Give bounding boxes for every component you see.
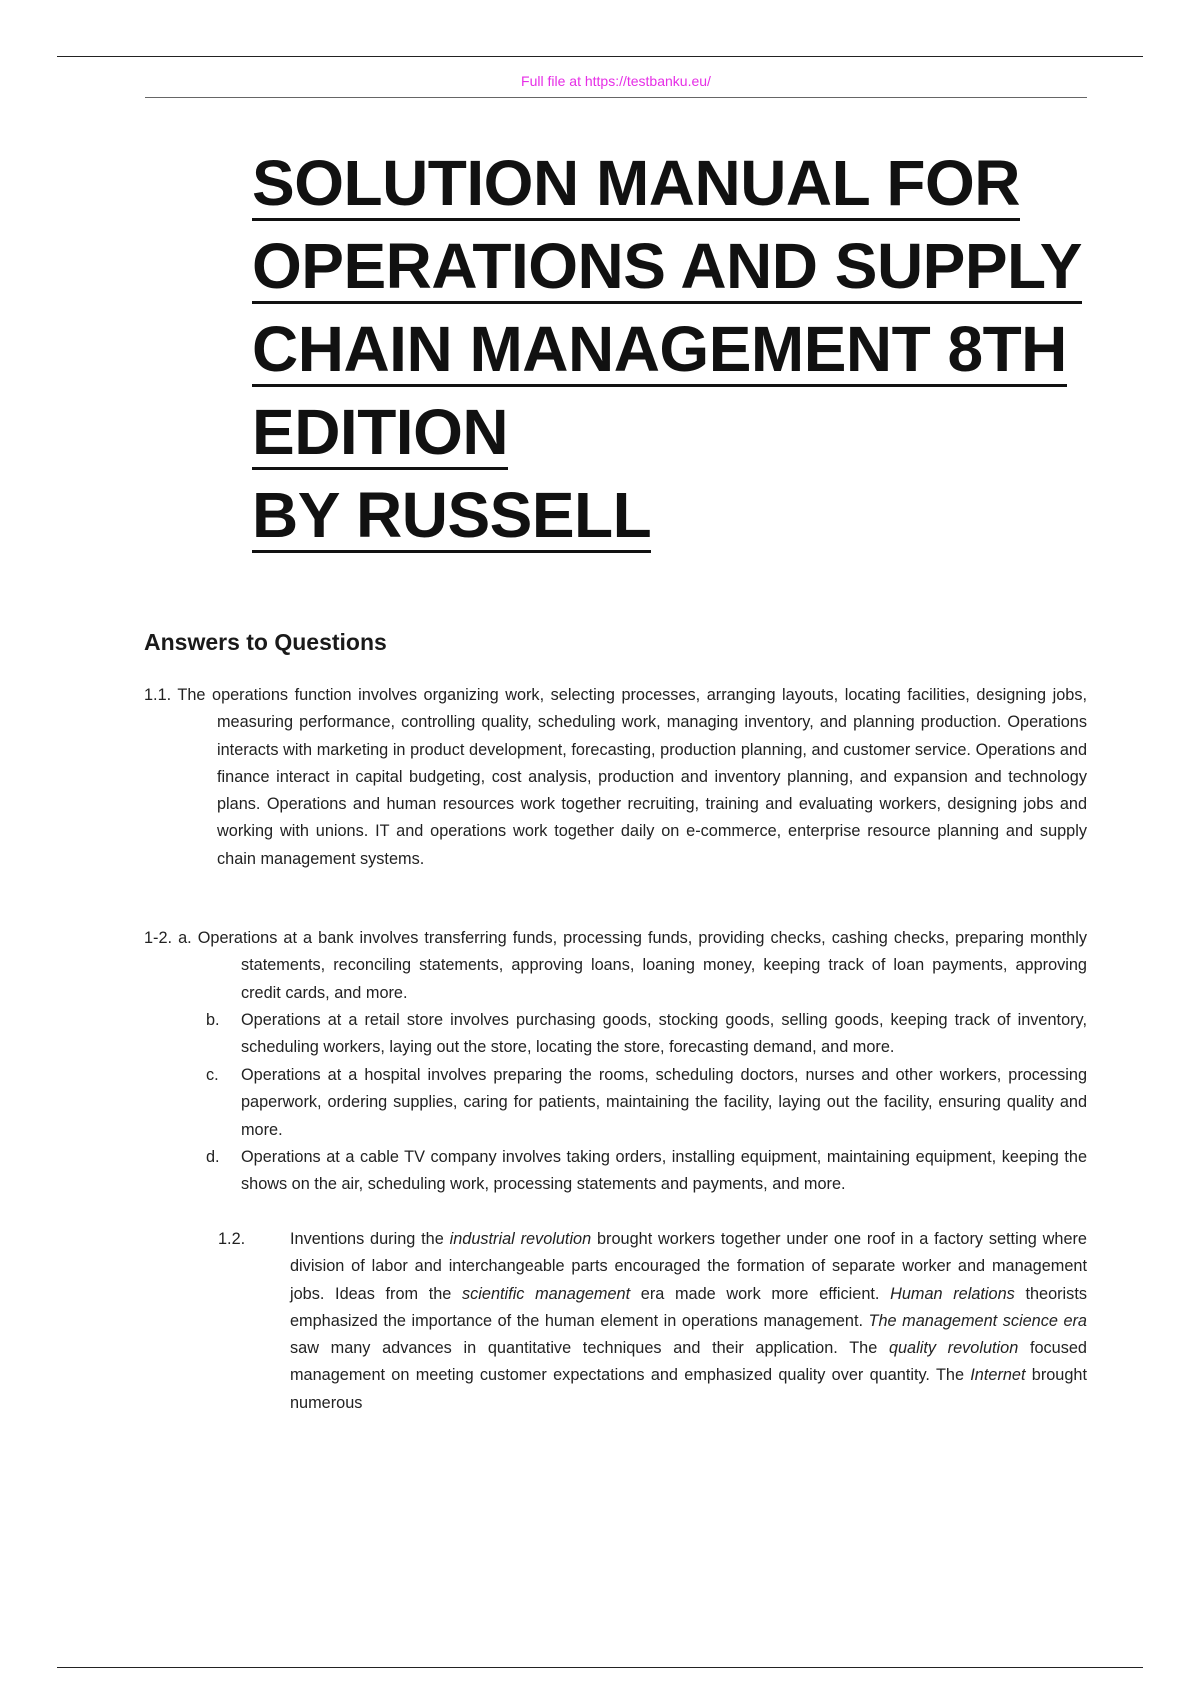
answer-1-2-b xyxy=(144,1007,1087,1062)
title-line-4: EDITION xyxy=(252,396,509,468)
answer-1-2-d xyxy=(144,1144,1087,1199)
answer-1-1: 1.1. The operations function involves organizing work, selecting processes, arranging layouts, locating facilities, designing jobs, measuring performance, controlling quality, scheduling work, managing inventory, and planning production. Operations interacts with marketing in product development, forecasting, production planning, and customer service. Operations and finance interact in capital budgeting, cost analysis, production and inventory planning, and expansion and technology plans. Operations and human resources work together recruiting, training and evaluating workers, designing jobs and working with unions. IT and operations work together daily on e-commerce, enterprise resource planning and supply chain management systems. xyxy=(144,686,1087,868)
section-heading: Answers to Questions xyxy=(144,629,387,655)
italic-term: quality revolution xyxy=(888,1339,1019,1358)
text-run: Inventions during the xyxy=(290,1230,450,1248)
list-marker: d. xyxy=(206,1148,220,1166)
title-line-1: SOLUTION MANUAL FOR xyxy=(252,147,1020,219)
title-line-2: OPERATIONS AND SUPPLY xyxy=(252,230,1082,302)
title-line-5: BY RUSSELL xyxy=(252,479,652,551)
text-run: era made work more efficient. xyxy=(630,1284,891,1303)
title-line-3: CHAIN MANAGEMENT 8TH xyxy=(252,313,1067,385)
header-source-link[interactable]: Full file at https://testbanku.eu/ xyxy=(521,73,711,89)
answer-1-2-c xyxy=(144,1062,1087,1144)
italic-term: Internet xyxy=(970,1366,1026,1385)
text-run: focused management on meeting customer expectations and emphasized quality over quantity. The xyxy=(290,1339,1087,1385)
answer-1-3-text xyxy=(290,1226,1087,1417)
text-run: brought workers together under one roof in a factory setting where division of labor and interchangeable parts encouraged the formation of separate worker and management jobs. Ideas from the xyxy=(290,1230,1087,1303)
list-item-text: Operations at a retail store involves purchasing goods, stocking goods, selling goods, keeping track of inventory, scheduling workers, laying out the store, locating the store, forecasting demand, and more. xyxy=(241,1011,1087,1057)
answer-1-3 xyxy=(144,1226,1087,1417)
answer-1-2-a: 1-2. a. Operations at a bank involves transferring funds, processing funds, providing checks, cashing checks, preparing monthly statements, reconciling statements, approving loans, loaning money, keeping track of loan payments, approving credit cards, and more. xyxy=(144,929,1087,1002)
list-item-text: Operations at a hospital involves preparing the rooms, scheduling doctors, nurses and other workers, processing paperwork, ordering supplies, caring for patients, maintaining the facility, laying out the facility, ensuring quality and more. xyxy=(241,1066,1087,1139)
document-title xyxy=(252,148,1112,563)
text-run: saw many advances in quantitative techniques and their application. The xyxy=(290,1339,889,1358)
bottom-page-rule xyxy=(57,1667,1143,1668)
list-marker: b. xyxy=(206,1011,220,1029)
top-page-rule xyxy=(57,56,1143,57)
italic-term: scientific management xyxy=(462,1284,631,1303)
text-run: brought numerous xyxy=(290,1366,1087,1412)
list-marker: c. xyxy=(206,1066,219,1084)
italic-term: The management science era xyxy=(868,1311,1087,1330)
italic-term: industrial revolution xyxy=(449,1230,592,1248)
header-rule xyxy=(145,97,1087,98)
text-run: theorists emphasized the importance of the human element in operations management. xyxy=(290,1284,1087,1330)
list-item-text: Operations at a cable TV company involves taking orders, installing equipment, maintaining equipment, keeping the shows on the air, scheduling work, processing statements and payments, and more. xyxy=(241,1148,1087,1194)
list-marker: 1.2. xyxy=(218,1230,246,1248)
italic-term: Human relations xyxy=(890,1284,1015,1303)
